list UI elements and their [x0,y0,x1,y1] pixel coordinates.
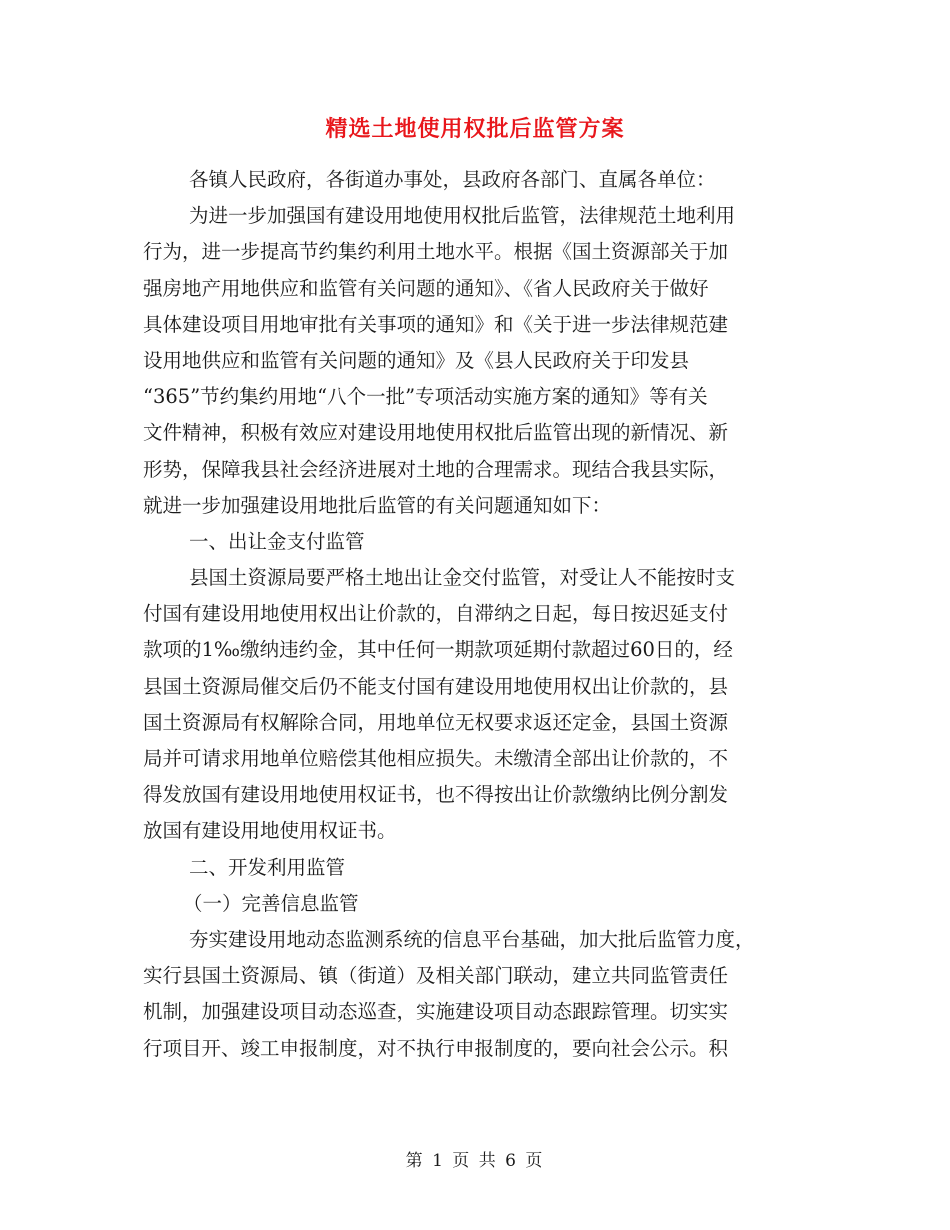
paragraph-line: 行项目开、竣工申报制度，对不执行申报制度的，要向社会公示。积 [143,1036,729,1060]
paragraph-line: 强房地产用地供应和监管有关问题的通知》、《省人民政府关于做好 [143,276,709,300]
subsection-heading: （一）完善信息监管 [183,891,359,915]
paragraph-line: 县国土资源局催交后仍不能支付国有建设用地使用权出让价款的，县 [143,674,729,698]
paragraph-line: 付国有建设用地使用权出让价款的，自滞纳之日起，每日按迟延支付 [143,602,729,626]
paragraph-line: 县国土资源局要严格土地出让金交付监管，对受让人不能按时支 [189,566,736,590]
paragraph-line: 放国有建设用地使用权证书。 [143,819,397,843]
paragraph-line: 实行县国土资源局、镇（街道）及相关部门联动，建立共同监管责任 [143,964,729,988]
paragraph-line: 得发放国有建设用地使用权证书，也不得按出让价款缴纳比例分割发 [143,783,729,807]
paragraph-line: 国土资源局有权解除合同，用地单位无权要求返还定金，县国土资源 [143,710,729,734]
document-title: 精选土地使用权批后监管方案 [325,117,625,142]
paragraph-line: 局并可请求用地单位赔偿其他相应损失。未缴清全部出让价款的，不 [143,747,729,770]
paragraph-line: 为进一步加强国有建设用地使用权批后监管，法律规范土地利用 [189,204,736,228]
paragraph-line: 设用地供应和监管有关问题的通知》及《县人民政府关于印发县 [143,348,690,372]
page-number-footer: 第 1 页 共 6 页 [405,1151,545,1171]
salutation-line: 各镇人民政府，各街道办事处，县政府各部门、直属各单位： [189,168,716,191]
paragraph-line: 文件精神，积极有效应对建设用地使用权批后监管出现的新情况、新 [143,421,729,445]
section-heading: 一、出让金支付监管 [189,529,365,553]
paragraph-line: 款项的1‰缴纳违约金，其中任何一期款项延期付款超过60日的，经 [143,638,733,662]
paragraph-line: 夯实建设用地动态监测系统的信息平台基础，加大批后监管力度， [189,927,755,951]
paragraph-line: 形势，保障我县社会经济进展对土地的合理需求。现结合我县实际， [143,457,729,481]
paragraph-line: 具体建设项目用地审批有关事项的通知》和《关于进一步法律规范建 [143,312,729,336]
document-body [143,162,813,1067]
paragraph-line: 就进一步加强建设用地批后监管的有关问题通知如下： [143,493,612,517]
paragraph-line: 机制，加强建设项目动态巡查，实施建设项目动态跟踪管理。切实实 [143,1000,729,1024]
paragraph-line: “365”节约集约用地“八个一批”专项活动实施方案的通知》等有关 [143,385,708,409]
section-heading: 二、开发利用监管 [189,855,346,879]
paragraph-line: 行为，进一步提高节约集约利用土地水平。根据《国土资源部关于加 [143,240,729,264]
